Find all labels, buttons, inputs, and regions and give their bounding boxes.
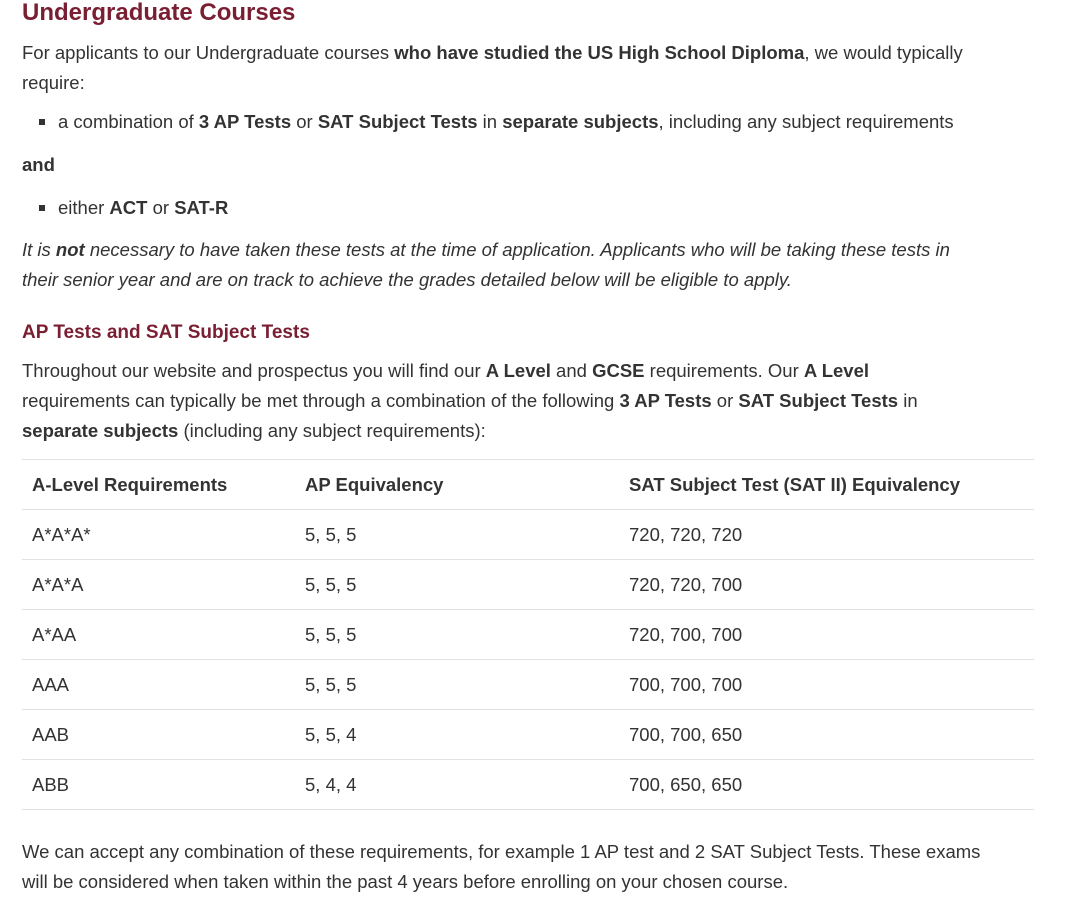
sat-cell: 700, 650, 650 — [619, 760, 1034, 810]
ap-cell: 5, 5, 5 — [295, 560, 619, 610]
a-level-cell: A*AA — [22, 610, 295, 660]
para-bold: separate subjects — [22, 420, 179, 441]
a-level-cell: A*A*A — [22, 560, 295, 610]
intro-paragraph — [22, 38, 967, 98]
ap-cell: 5, 5, 5 — [295, 610, 619, 660]
a-level-cell: ABB — [22, 760, 295, 810]
list-bold: 3 AP Tests — [198, 111, 292, 132]
a-level-cell: AAA — [22, 660, 295, 710]
table-row — [22, 510, 1034, 560]
content-area — [22, 0, 1034, 897]
a-level-cell: AAB — [22, 710, 295, 760]
table-row — [22, 610, 1034, 660]
table-row — [22, 760, 1034, 810]
para-bold: A Level — [485, 360, 551, 381]
note-text: necessary to have taken these tests at the time of application. Applicants who will be taking these tests in their senior year and are on track to achieve the grades detailed below will be eligible to apply. — [22, 239, 950, 290]
square-bullet-icon — [39, 205, 45, 211]
sat-cell: 720, 700, 700 — [619, 610, 1034, 660]
list-bold: SAT Subject Tests — [317, 111, 478, 132]
para-text: Throughout our website and prospectus you will find our — [22, 360, 486, 381]
list-bold: ACT — [109, 197, 148, 218]
table-row — [22, 560, 1034, 610]
note-text: It is — [22, 239, 56, 260]
page-title: Undergraduate Courses — [22, 0, 296, 26]
intro-bold-1: who have studied the US High School Diploma — [394, 42, 805, 63]
para-text: in — [898, 390, 918, 411]
sat-cell: 720, 720, 720 — [619, 510, 1034, 560]
column-header-a-level: A-Level Requirements — [22, 460, 295, 510]
list-text: or — [147, 197, 175, 218]
intro-text-1: For applicants to our Undergraduate courses — [22, 42, 395, 63]
column-header-ap: AP Equivalency — [295, 460, 619, 510]
section-paragraph — [22, 356, 952, 446]
para-text: and — [550, 360, 593, 381]
application-note — [22, 235, 962, 295]
ap-cell: 5, 5, 5 — [295, 510, 619, 560]
list-text: either — [58, 197, 110, 218]
table-row — [22, 710, 1034, 760]
column-header-sat: SAT Subject Test (SAT II) Equivalency — [619, 460, 1034, 510]
ap-cell: 5, 4, 4 — [295, 760, 619, 810]
list-item — [22, 195, 1034, 221]
footer-paragraph: We can accept any combination of these requirements, for example 1 AP test and 2 SAT Subject Tests. These exams will be considered when taken within the past 4 years before enrolling on your chosen course. — [22, 841, 981, 892]
and-label: and — [22, 154, 55, 175]
list-text: or — [291, 111, 318, 132]
para-bold: A Level — [803, 360, 870, 381]
square-bullet-icon — [39, 119, 45, 125]
list-item — [22, 109, 1034, 135]
note-bold: not — [55, 239, 85, 260]
table-header-row — [22, 460, 1034, 510]
list-text: a combination of — [58, 111, 199, 132]
a-level-cell: A*A*A* — [22, 510, 295, 560]
para-bold: 3 AP Tests — [619, 390, 712, 411]
sat-cell: 720, 720, 700 — [619, 560, 1034, 610]
para-text: (including any subject requirements): — [178, 420, 486, 441]
intro-text-2: , we would typically require: — [22, 42, 963, 93]
para-text: requirements. Our — [644, 360, 804, 381]
sat-cell: 700, 700, 700 — [619, 660, 1034, 710]
para-text: or — [711, 390, 739, 411]
list-text: , including any subject requirements — [658, 111, 954, 132]
requirements-list — [22, 109, 1034, 135]
para-bold: SAT Subject Tests — [738, 390, 899, 411]
test-list — [22, 195, 1034, 221]
list-bold: separate subjects — [502, 111, 659, 132]
ap-cell: 5, 5, 5 — [295, 660, 619, 710]
sat-cell: 700, 700, 650 — [619, 710, 1034, 760]
list-bold: SAT-R — [174, 197, 229, 218]
para-bold: GCSE — [592, 360, 645, 381]
ap-cell: 5, 5, 4 — [295, 710, 619, 760]
equivalency-table — [22, 459, 1034, 810]
section-heading: AP Tests and SAT Subject Tests — [22, 322, 310, 343]
list-text: in — [477, 111, 503, 132]
para-text: requirements can typically be met through a combination of the following — [22, 390, 620, 411]
table-row — [22, 660, 1034, 710]
